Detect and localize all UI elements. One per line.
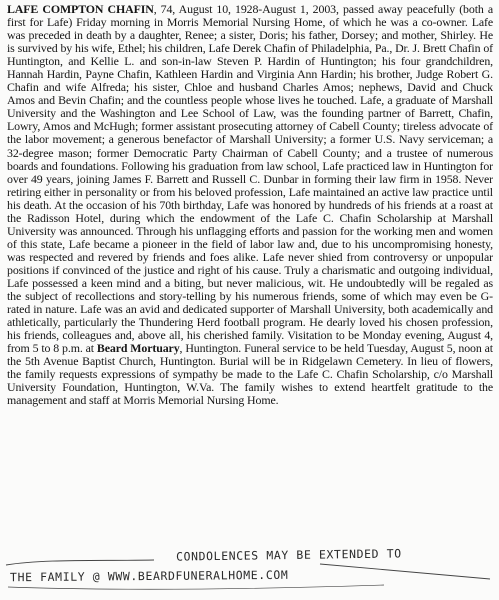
obituary-paragraph xyxy=(7,3,493,407)
handwritten-note-line-2: THE FAMILY @ WWW.BEARDFUNERALHOME.COM xyxy=(9,567,289,585)
handwritten-note-line-1: CONDOLENCES MAY BE EXTENDED TO xyxy=(175,546,402,564)
deceased-name: LAFE COMPTON CHAFIN xyxy=(7,2,154,16)
mortuary-name: Beard Mortuary xyxy=(96,341,180,356)
obituary-body-part-2: , Huntington. Funeral service to be held Tuesday, August 5, noon at the 5th Avenue Baptist Church, Huntington. Burial will be in Ridgelawn Cemetery. In lieu of flowers, the family requests expressions of sympathy be made to the Lafe C. Chafin Scholarship, c/o Marshall University Foundation, Huntington, W.Va. The family wishes to extend heartfelt gratitude to the management and staff at Morris Memorial Nursing Home. xyxy=(7,341,493,408)
obituary-article xyxy=(7,3,493,407)
obituary-body-part-1: , 74, August 10, 1928-August 1, 2003, passed away peacefully (both a first for Lafe) Friday morning in Morris Memorial Nursing Home, of which he was a co-owner. Lafe was preceded in death by a daughter, Renee; a sister, Doris; his father, Dorsey; and mother, Shirley. He is survived by his wife, Ethel; his children, Lafe Derek Chafin of Philadelphia, Pa., Dr. J. Brett Chafin of Huntington, and Kellie L. and son-in-law Steven P. Hardin of Huntington; his four grandchildren, Hannah Hardin, Payne Chafin, Kathleen Hardin and Virginia Ann Hardin; his brother, Judge Robert G. Chafin and wife Alfreda; his sister, Chloe and husband Charles Amos; nephews, David and Chuck Amos and Bevin Chafin; and the countless people whose lives he touched. Lafe, a graduate of Marshall University and the Washington and Lee School of Law, was the founding partner of Barrett, Chafin, Lowry, Amos and McHugh; former assistant prosecuting attorney of Cabell County; tireless advocate of the labor movement; a generous benefactor of Marshall University; a former U.S. Navy serviceman; a 32-degree mason; former Democratic Party Chairman of Cabell County; and a trustee of numerous boards and foundations. Following his graduation from law school, Lafe practiced law in Huntington for over 49 years, joining James F. Barrett and Russell C. Dunbar in forming their law firm in 1958. Never retiring either in personality or from his beloved profession, Lafe maintained an active law practice until his death. At the occasion of his 70th birthday, Lafe was honored by hundreds of his friends at a roast at the Radisson Hotel, during which the endowment of the Lafe C. Chafin Scholarship at Marshall University was announced. Through his unflagging efforts and passion for the working men and women of this state, Lafe became a pioneer in the field of labor law and, due to his uncompromising honesty, was respected and revered by friends and foes alike. Lafe never shied from controversy or unpopular positions if convinced of the justice and right of his cause. Truly a charismatic and outgoing individual, Lafe possessed a keen mind and a biting, but never malicious, wit. He undoubtedly will be regaled as the subject of recollections and story-telling by his numerous friends, some of which may even be G-rated in nature. Lafe was an avid and dedicated supporter of Marshall University, both academically and athletically, particularly the Thundering Herd football program. He dearly loved his chosen profession, his friends, colleagues and, above all, his cherished family. Visitation to be Monday evening, August 4, from 5 to 8 p.m. at xyxy=(7,2,493,356)
handwritten-note xyxy=(4,548,494,594)
